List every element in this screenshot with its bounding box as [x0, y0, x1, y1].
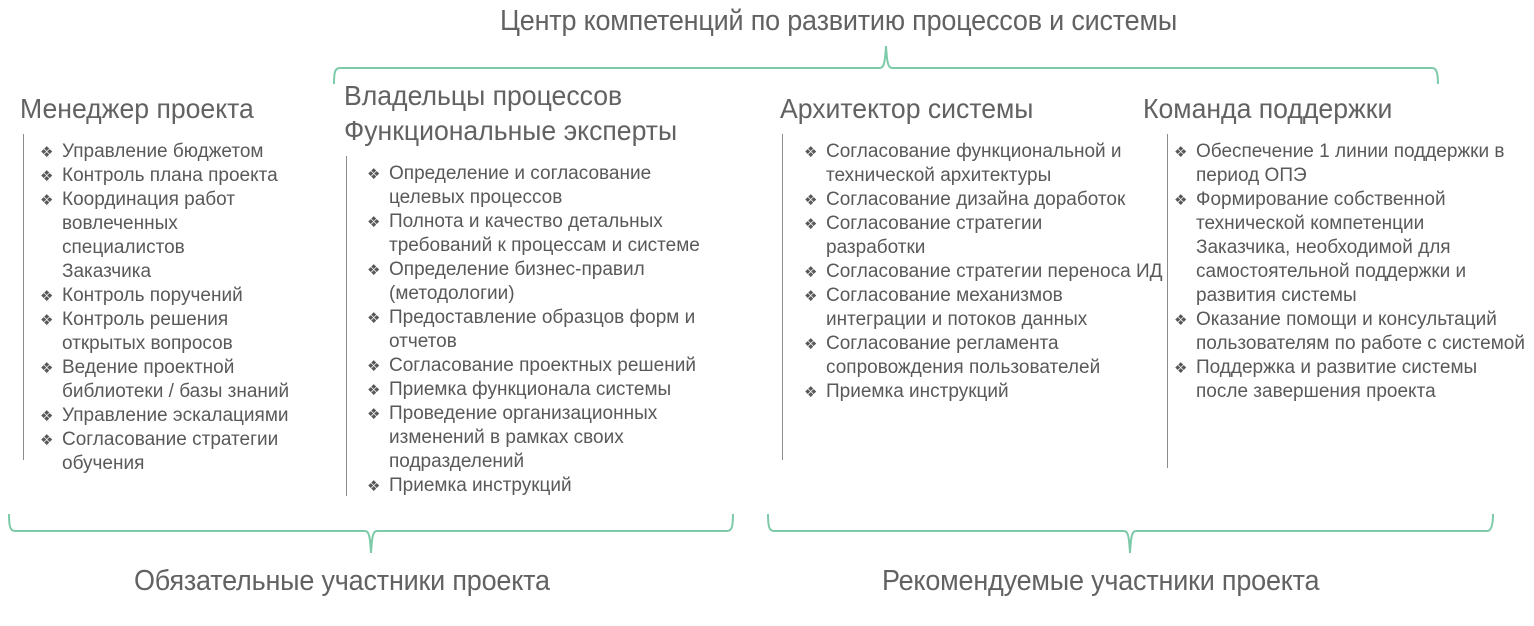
list-item: ❖ Определение и согласование целевых процессов — [367, 163, 652, 208]
list-item: ❖ Контроль поручений — [40, 285, 243, 306]
system-architect-duties — [804, 140, 1163, 404]
list-item: ❖ Согласование функциональной и технической архитектуры — [804, 141, 1122, 186]
list-item: ❖ Согласование стратегии разработки — [804, 213, 1043, 258]
bullet-icon: ❖ — [40, 143, 54, 161]
list-item: ❖ Согласование стратегии переноса ИД — [804, 261, 1163, 282]
list-item: ❖ Контроль решения открытых вопросов — [40, 309, 233, 354]
list-item: ❖ Управление бюджетом — [40, 141, 264, 162]
bullet-icon: ❖ — [804, 335, 818, 353]
list-item: ❖ Предоставление образцов форм и отчетов — [367, 307, 696, 352]
support-team-duties — [1174, 140, 1524, 404]
bullet-icon: ❖ — [40, 287, 54, 305]
column-divider — [782, 134, 783, 460]
bullet-icon: ❖ — [1174, 191, 1188, 209]
list-item: ❖ Контроль плана проекта — [40, 165, 278, 186]
bullet-icon: ❖ — [804, 287, 818, 305]
role-title-project-manager: Менеджер проекта — [20, 93, 254, 124]
bullet-icon: ❖ — [40, 431, 54, 449]
role-title-functional-experts: Функциональные эксперты — [344, 115, 678, 146]
bullet-icon: ❖ — [40, 167, 54, 185]
bullet-icon: ❖ — [367, 261, 381, 279]
mandatory-participants-label: Обязательные участники проекта — [134, 565, 550, 597]
bullet-icon: ❖ — [367, 477, 381, 495]
list-item: ❖ Ведение проектной библиотеки / базы знаний — [40, 357, 290, 402]
bullet-icon: ❖ — [40, 407, 54, 425]
list-item: ❖ Приемка инструкций — [367, 475, 572, 496]
list-item: ❖ Управление эскалациями — [40, 405, 289, 426]
bottom-left-brace — [9, 514, 733, 553]
list-item: ❖ Согласование проектных решений — [367, 355, 696, 376]
list-item: ❖ Координация работ вовлеченных специалистов Заказчика — [40, 189, 236, 282]
bullet-icon: ❖ — [367, 381, 381, 399]
list-item: ❖ Поддержка и развитие системы после завершения проекта — [1174, 357, 1478, 402]
list-item: ❖ Обеспечение 1 линии поддержки в период ОПЭ — [1174, 141, 1505, 186]
role-title-system-architect: Архитектор системы — [780, 93, 1034, 124]
process-owners-duties — [367, 162, 727, 498]
role-title-support-team: Команда поддержки — [1143, 93, 1393, 124]
list-item: ❖ Приемка функционала системы — [367, 379, 672, 400]
bullet-icon: ❖ — [1174, 143, 1188, 161]
bullet-icon: ❖ — [40, 191, 54, 209]
list-item: ❖ Оказание помощи и консультаций пользователям по работе с системой — [1174, 309, 1525, 354]
bullet-icon: ❖ — [804, 215, 818, 233]
list-item: ❖ Определение бизнес-правил (методологии) — [367, 259, 645, 304]
list-item: ❖ Согласование регламента сопровождения пользователей — [804, 333, 1101, 378]
bullet-icon: ❖ — [804, 143, 818, 161]
bullet-icon: ❖ — [367, 357, 381, 375]
bullet-icon: ❖ — [804, 263, 818, 281]
column-divider — [23, 134, 24, 460]
list-item: ❖ Согласование дизайна доработок — [804, 189, 1126, 210]
list-item: ❖ Согласование стратегии обучения — [40, 429, 279, 474]
bullet-icon: ❖ — [40, 359, 54, 377]
bullet-icon: ❖ — [1174, 311, 1188, 329]
list-item: ❖ Формирование собственной технической компетенции Заказчика, необходимой для самостоятельной поддержки и развития системы — [1174, 189, 1467, 306]
list-item: ❖ Приемка инструкций — [804, 381, 1009, 402]
project-manager-duties — [40, 140, 320, 476]
bullet-icon: ❖ — [804, 383, 818, 401]
recommended-participants-label: Рекомендуемые участники проекта — [882, 565, 1320, 597]
bullet-icon: ❖ — [804, 191, 818, 209]
column-divider — [346, 156, 347, 496]
list-item: ❖ Полнота и качество детальных требований к процессам и системе — [367, 211, 700, 256]
bullet-icon: ❖ — [40, 311, 54, 329]
bullet-icon: ❖ — [367, 309, 381, 327]
bullet-icon: ❖ — [367, 405, 381, 423]
list-item: ❖ Проведение организационных изменений в рамках своих подразделений — [367, 403, 658, 472]
role-title-process-owners: Владельцы процессов — [344, 80, 623, 111]
list-item: ❖ Согласование механизмов интеграции и потоков данных — [804, 285, 1088, 330]
bullet-icon: ❖ — [367, 165, 381, 183]
bullet-icon: ❖ — [1174, 359, 1188, 377]
bullet-icon: ❖ — [367, 213, 381, 231]
bottom-right-brace — [768, 514, 1493, 553]
column-divider — [1167, 134, 1168, 468]
top-group-label: Центр компетенций по развитию процессов и системы — [500, 5, 1178, 37]
